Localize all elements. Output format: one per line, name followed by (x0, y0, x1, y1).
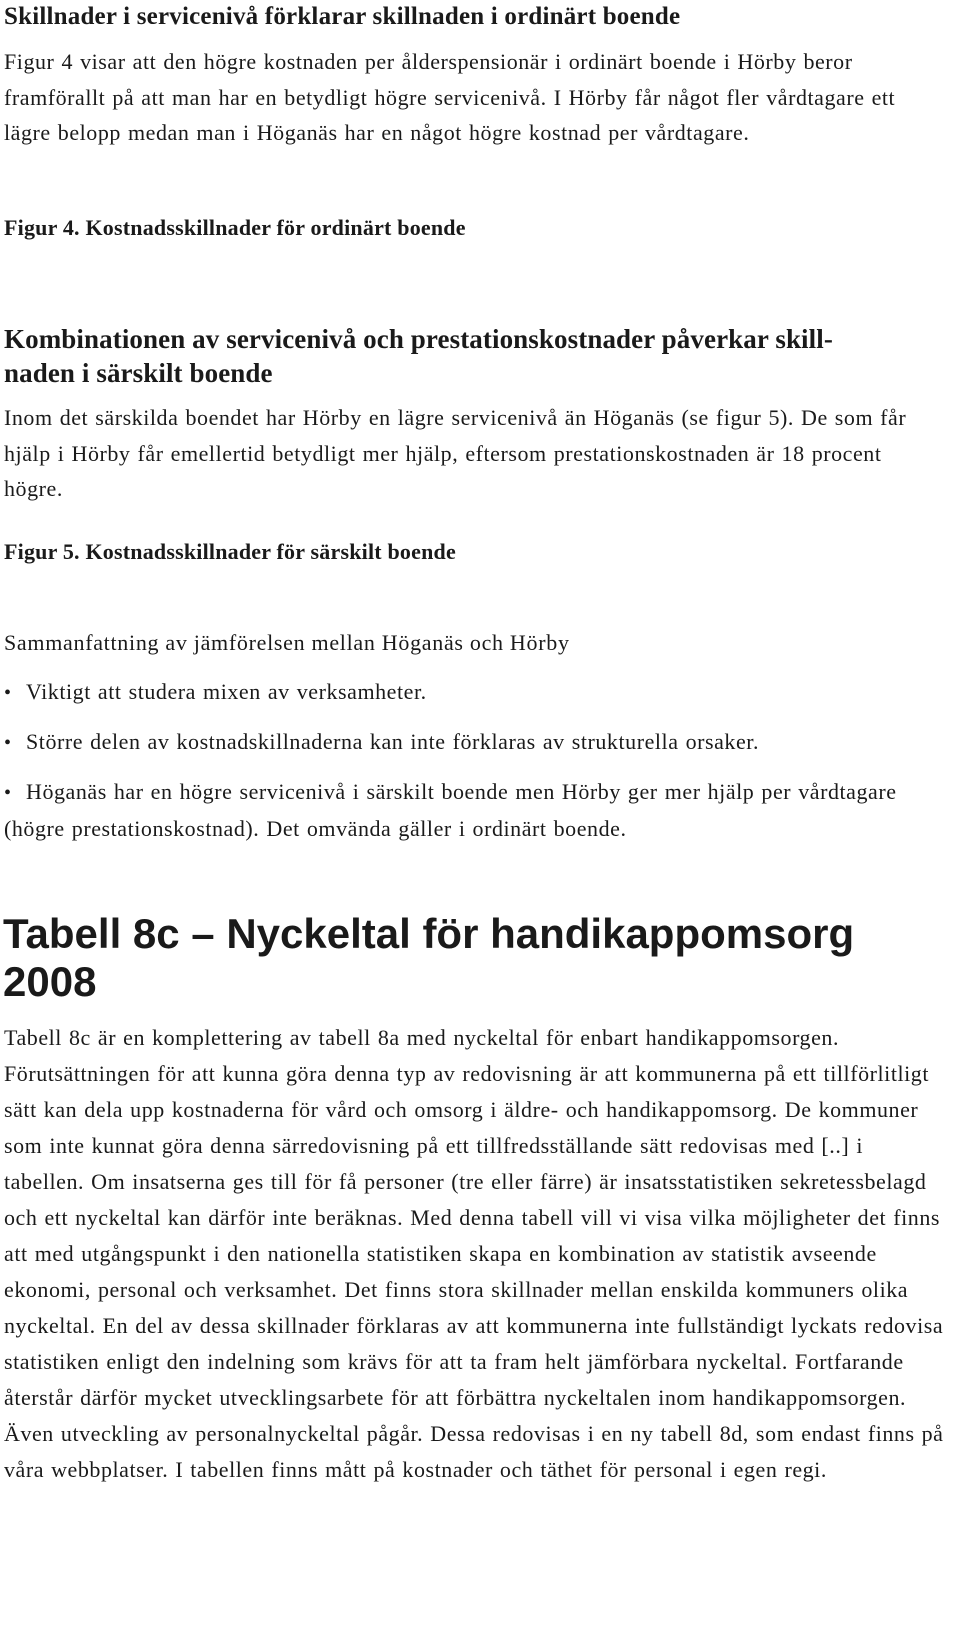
list-item (4, 724, 944, 761)
paragraph-table8c-description: Tabell 8c är en komplettering av tabell 8a med nyckeltal för enbart handikappomsorgen. Förutsättningen för att kunna göra denna typ av redovisning är att kommunerna på ett tillförlitligt sätt kan dela upp kostnaderna för vård och omsorg i äldre- och handikappomsorg. De kommuner som inte kunnat göra denna särredovisning på ett tillfredsställande sätt redovisas med [..] i tabellen. Om insatserna ges till för få personer (tre eller färre) är insatsstatistiken sekretessbelagd och ett nyckeltal kan därför inte beräknas. Med denna tabell vill vi visa vilka möjligheter det finns att med utgångspunkt i den nationella statistiken skapa en kombination av statistik avseende ekonomi, personal och verksamhet. Det finns stora skillnader mellan enskilda kommuners olika nyckeltal. En del av dessa skillnader förklaras av att kommunerna inte fullständigt lyckats redovisa statistiken enligt den indelning som krävs för att ta fram helt jämförbara nyckeltal. Fortfarande återstår därför mycket utvecklingsarbete för att förbättra nyckeltalen inom handikappomsorgen. Även utveckling av personalnyckeltal pågår. Dessa redovisas i en ny tabell 8d, som endast finns på våra webbplatser. I tabellen finns mått på kostnader och täthet för personal i egen regi. (4, 1025, 944, 1482)
bullet-text: Höganäs har en högre servicenivå i särskilt boende men Hörby ger mer hjälp per vårdtagare (högre prestationskostnad). Det omvända gäller i ordinärt boende. (4, 779, 897, 841)
bullet-icon: • (4, 682, 12, 704)
paragraph-figure4-intro: Figur 4 visar att den högre kostnaden per ålderspensionär i ordinärt boende i Hörby beror framförallt på att man har en betydligt högre servicenivå. I Hörby får något fler vårdtagare ett lägre belopp medan man i Höganäs har en något högre kostnad per vårdtagare. (4, 49, 896, 145)
paragraph-figure5-intro: Inom det särskilda boendet har Hörby en lägre servicenivå än Höganäs (se figur 5). De som får hjälp i Hörby får emellertid betydligt mer hjälp, eftersom prestationskostnaden är 18 procent högre. (4, 405, 907, 501)
bullet-text: Större delen av kostnadskillnaderna kan inte förklaras av strukturella orsaker. (26, 729, 759, 754)
section-heading-combination-text: Kombinationen av servicenivå och prestationskostnader påverkar skill- naden i särskilt boende (4, 324, 833, 388)
bullet-icon: • (4, 782, 12, 804)
bullet-icon: • (4, 732, 12, 754)
table-section-heading: Tabell 8c – Nyckeltal för handikappomsorg 2008 (3, 910, 855, 1005)
section-heading-combination (4, 322, 904, 390)
summary-title: Sammanfattning av jämförelsen mellan Höganäs och Hörby (4, 630, 570, 655)
figure-caption-5: Figur 5. Kostnadsskillnader för särskilt boende (4, 539, 456, 564)
figure-caption-4: Figur 4. Kostnadsskillnader för ordinärt boende (4, 215, 466, 240)
list-item (4, 774, 944, 846)
section-heading-service-level: Skillnader i servicenivå förklarar skillnaden i ordinärt boende (4, 3, 681, 30)
list-item (4, 674, 944, 711)
bullet-text: Viktigt att studera mixen av verksamheter. (26, 679, 427, 704)
